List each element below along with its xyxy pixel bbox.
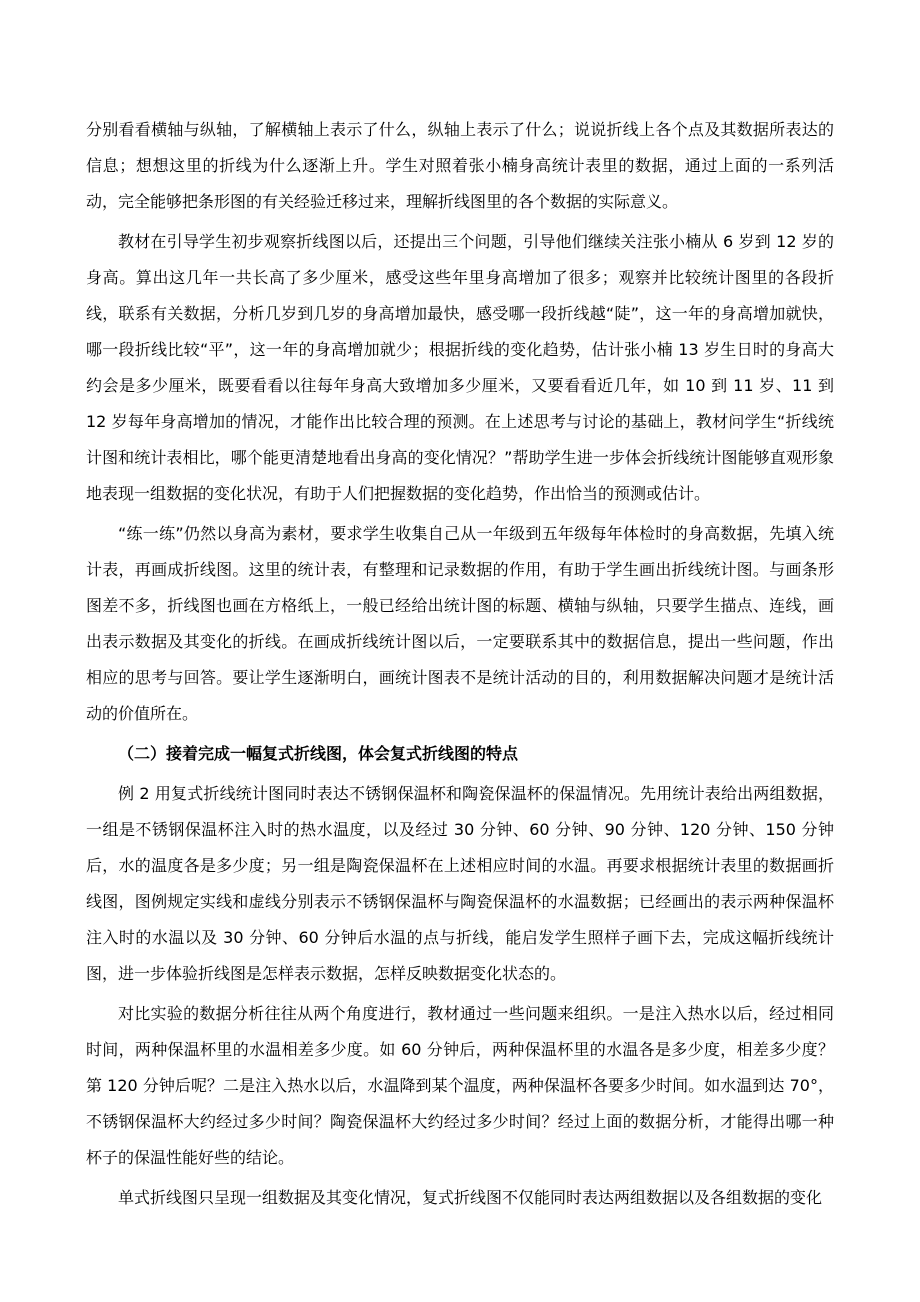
paragraph-textbook-guidance: 教材在引导学生初步观察折线图以后，还提出三个问题，引导他们继续关注张小楠从 6 岁到 12 岁的身高。算出这几年一共长高了多少厘米，感受这些年里身高增加了很多；观察并比较统计图里的各段折线，联系有关数据，分析几岁到几岁的身高增加最快，感受哪一段折线越“陡”，这一年的身高增加就快，哪一段折线比较“平”，这一年的身高增加就少；根据折线的变化趋势，估计张小楠 13 岁生日时的身高大约会是多少厘米，既要看看以往每年身高大致增加多少厘米，又要看看近几年，如 10 到 11 岁、11 到 12 岁每年身高增加的情况，才能作出比较合理的预测。在上述思考与讨论的基础上，教材问学生“折线统计图和统计表相比，哪个能更清楚地看出身高的变化情况？”帮助学生进一步体会折线统计图能够直观形象地表现一组数据的变化状况，有助于人们把握数据的变化趋势，作出恰当的预测或估计。	[86, 232, 834, 503]
paragraph-single-vs-compound: 单式折线图只呈现一组数据及其变化情况，复式折线图不仅能同时表达两组数据以及各组数据的变化	[118, 1188, 823, 1207]
paragraph-example-2: 例 2 用复式折线统计图同时表达不锈钢保温杯和陶瓷保温杯的保温情况。先用统计表给出两组数据，一组是不锈钢保温杯注入时的热水温度，以及经过 30 分钟、60 分钟、90 分钟、120 分钟、150 分钟后，水的温度各是多少度；另一组是陶瓷保温杯在上述相应时间的水温。再要求根据统计表里的数据画折线图，图例规定实线和虚线分别表示不锈钢保温杯与陶瓷保温杯的水温数据；已经画出的表示两种保温杯注入时的水温以及 30 分钟、60 分钟后水温的点与折线，能启发学生照样子画下去，完成这幅折线统计图，进一步体验折线图是怎样表示数据，怎样反映数据变化状态的。	[86, 784, 834, 983]
section-heading: （二）接着完成一幅复式折线图，体会复式折线图的特点	[118, 744, 519, 763]
document-body	[86, 112, 834, 1216]
paragraph-data-analysis: 对比实验的数据分析往往从两个角度进行，教材通过一些问题来组织。一是注入热水以后，经过相同时间，两种保温杯里的水温相差多少度。如 60 分钟后，两种保温杯里的水温各是多少度，相差多少度？第 120 分钟后呢？二是注入热水以后，水温降到某个温度，两种保温杯各要多少时间。如水温到达 70°，不锈钢保温杯大约经过多少时间？陶瓷保温杯大约经过多少时间？经过上面的数据分析，才能得出哪一种杯子的保温性能好些的结论。	[86, 1004, 834, 1167]
paragraph-practice: “练一练”仍然以身高为素材，要求学生收集自己从一年级到五年级每年体检时的身高数据，先填入统计表，再画成折线图。这里的统计表，有整理和记录数据的作用，有助于学生画出折线统计图。与画条形图差不多，折线图也画在方格纸上，一般已经给出统计图的标题、横轴与纵轴，只要学生描点、连线，画出表示数据及其变化的折线。在画成折线统计图以后，一定要联系其中的数据信息，提出一些问题，作出相应的思考与回答。要让学生逐渐明白，画统计图表不是统计活动的目的，利用数据解决问题才是统计活动的价值所在。	[86, 524, 834, 723]
paragraph-continuation: 分别看看横轴与纵轴，了解横轴上表示了什么，纵轴上表示了什么；说说折线上各个点及其数据所表达的信息；想想这里的折线为什么逐渐上升。学生对照着张小楠身高统计表里的数据，通过上面的一系列活动，完全能够把条形图的有关经验迁移过来，理解折线图里的各个数据的实际意义。	[86, 120, 834, 211]
